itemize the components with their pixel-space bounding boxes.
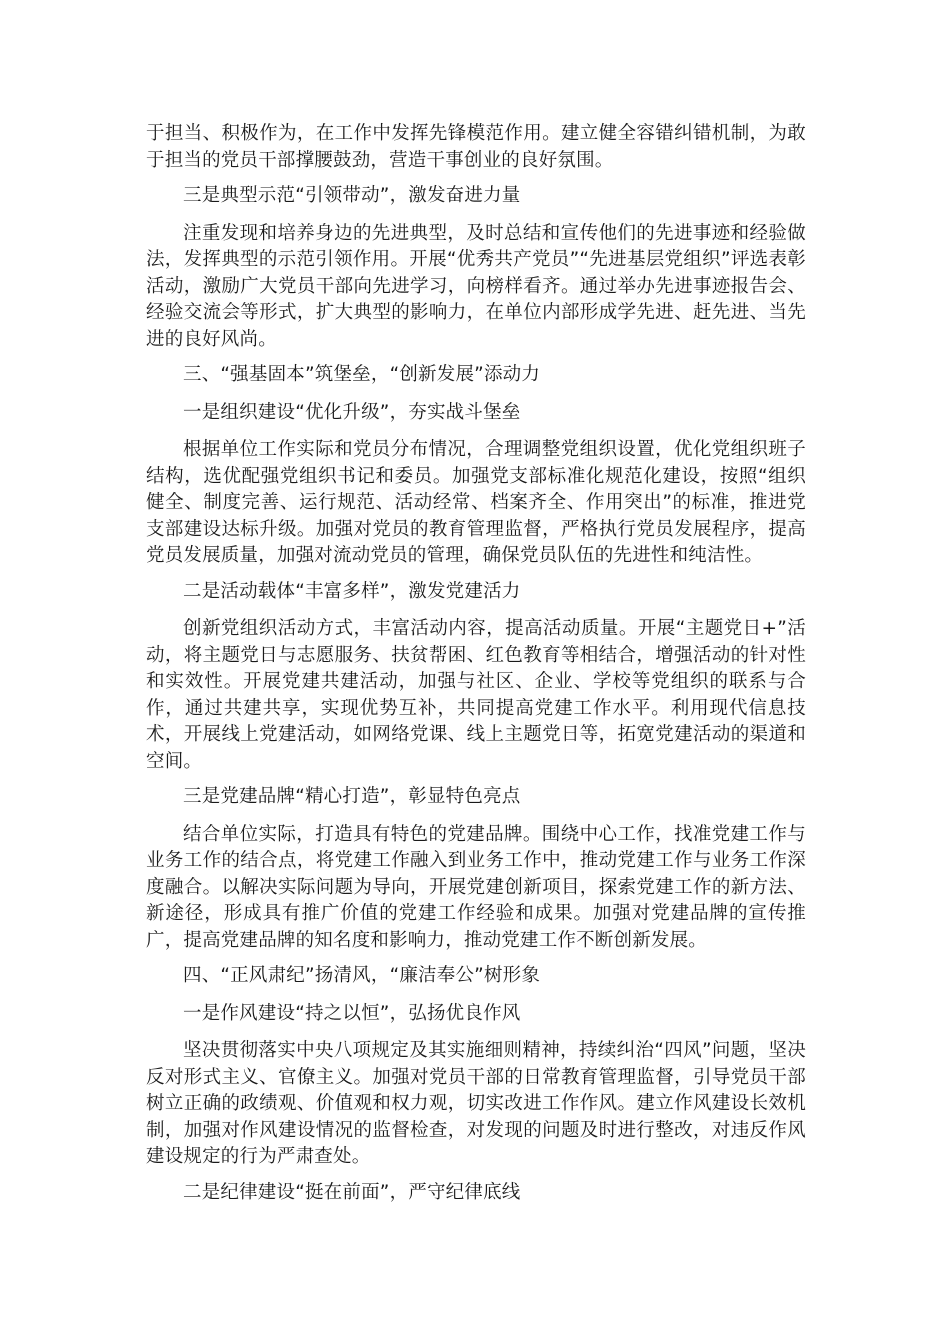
paragraph: 创新党组织活动方式，丰富活动内容，提高活动质量。开展“主题党日+”活动，将主题党日与志愿服务、扶贫帮困、红色教育等相结合，增强活动的针对性和实效性。开展党建共建活动，加强与社区、企业、学校等党组织的联系与合作，通过共建共享，实现优势互补，共同提高党建工作水平。利用现代信息技术，开展线上党建活动，如网络党课、线上主题党日等，拓宽党建活动的渠道和空间。 — [146, 618, 806, 772]
paragraph: 根据单位工作实际和党员分布情况，合理调整党组织设置，优化党组织班子结构，选优配强党组织书记和委员。加强党支部标准化规范化建设，按照“组织健全、制度完善、运行规范、活动经常、档案齐全、作用突出”的标准，推进党支部建设达标升级。加强对党员的教育管理监督，严格执行党员发展程序，提高党员发展质量，加强对流动党员的管理，确保党员队伍的先进性和纯洁性。 — [146, 439, 806, 566]
subheading-activity-carrier: 二是活动载体“丰富多样”，激发党建活力 — [183, 580, 521, 602]
subheading-work-style: 一是作风建设“持之以恒”，弘扬优良作风 — [183, 1002, 521, 1024]
document-page — [146, 121, 806, 1206]
section-heading-four: 四、“正风肃纪”扬清风，“廉洁奉公”树形象 — [183, 965, 541, 986]
subheading-party-brand: 三是党建品牌“精心打造”，彰显特色亮点 — [183, 786, 521, 807]
subheading-discipline: 二是纪律建设“挺在前面”，严守纪律底线 — [183, 1181, 521, 1203]
subheading-organization-building: 一是组织建设“优化升级”，夯实战斗堡垒 — [183, 401, 521, 423]
subheading-typical-demonstration: 三是典型示范“引领带动”，激发奋进力量 — [183, 185, 521, 206]
paragraph: 注重发现和培养身边的先进典型，及时总结和宣传他们的先进事迹和经验做法，发挥典型的示范引领作用。开展“优秀共产党员”“先进基层党组织”评选表彰活动，激励广大党员干部向先进学习，向榜样看齐。通过举办先进事迹报告会、经验交流会等形式，扩大典型的影响力，在单位内部形成学先进、赶先进、当先进的良好风尚。 — [146, 222, 806, 350]
paragraph: 坚决贯彻落实中央八项规定及其实施细则精神，持续纠治“四风”问题，坚决反对形式主义、官僚主义。加强对党员干部的日常教育管理监督，引导党员干部树立正确的政绩观、价值观和权力观，切实改进工作作风。建立作风建设长效机制，加强对作风建设情况的监督检查，对发现的问题及时进行整改，对违反作风建设规定的行为严肃查处。 — [146, 1040, 806, 1167]
paragraph: 结合单位实际，打造具有特色的党建品牌。围绕中心工作，找准党建工作与业务工作的结合点，将党建工作融入到业务工作中，推动党建工作与业务工作深度融合。以解决实际问题为导向，开展党建创新项目，探索党建工作的新方法、新途径，形成具有推广价值的党建工作经验和成果。加强对党建品牌的宣传推广，提高党建品牌的知名度和影响力，推动党建工作不断创新发展。 — [146, 823, 806, 951]
paragraph-continued: 于担当、积极作为，在工作中发挥先锋模范作用。建立健全容错纠错机制，为敢于担当的党员干部撑腰鼓劲，营造干事创业的良好氛围。 — [146, 123, 806, 171]
section-heading-three: 三、“强基固本”筑堡垒，“创新发展”添动力 — [183, 364, 541, 385]
